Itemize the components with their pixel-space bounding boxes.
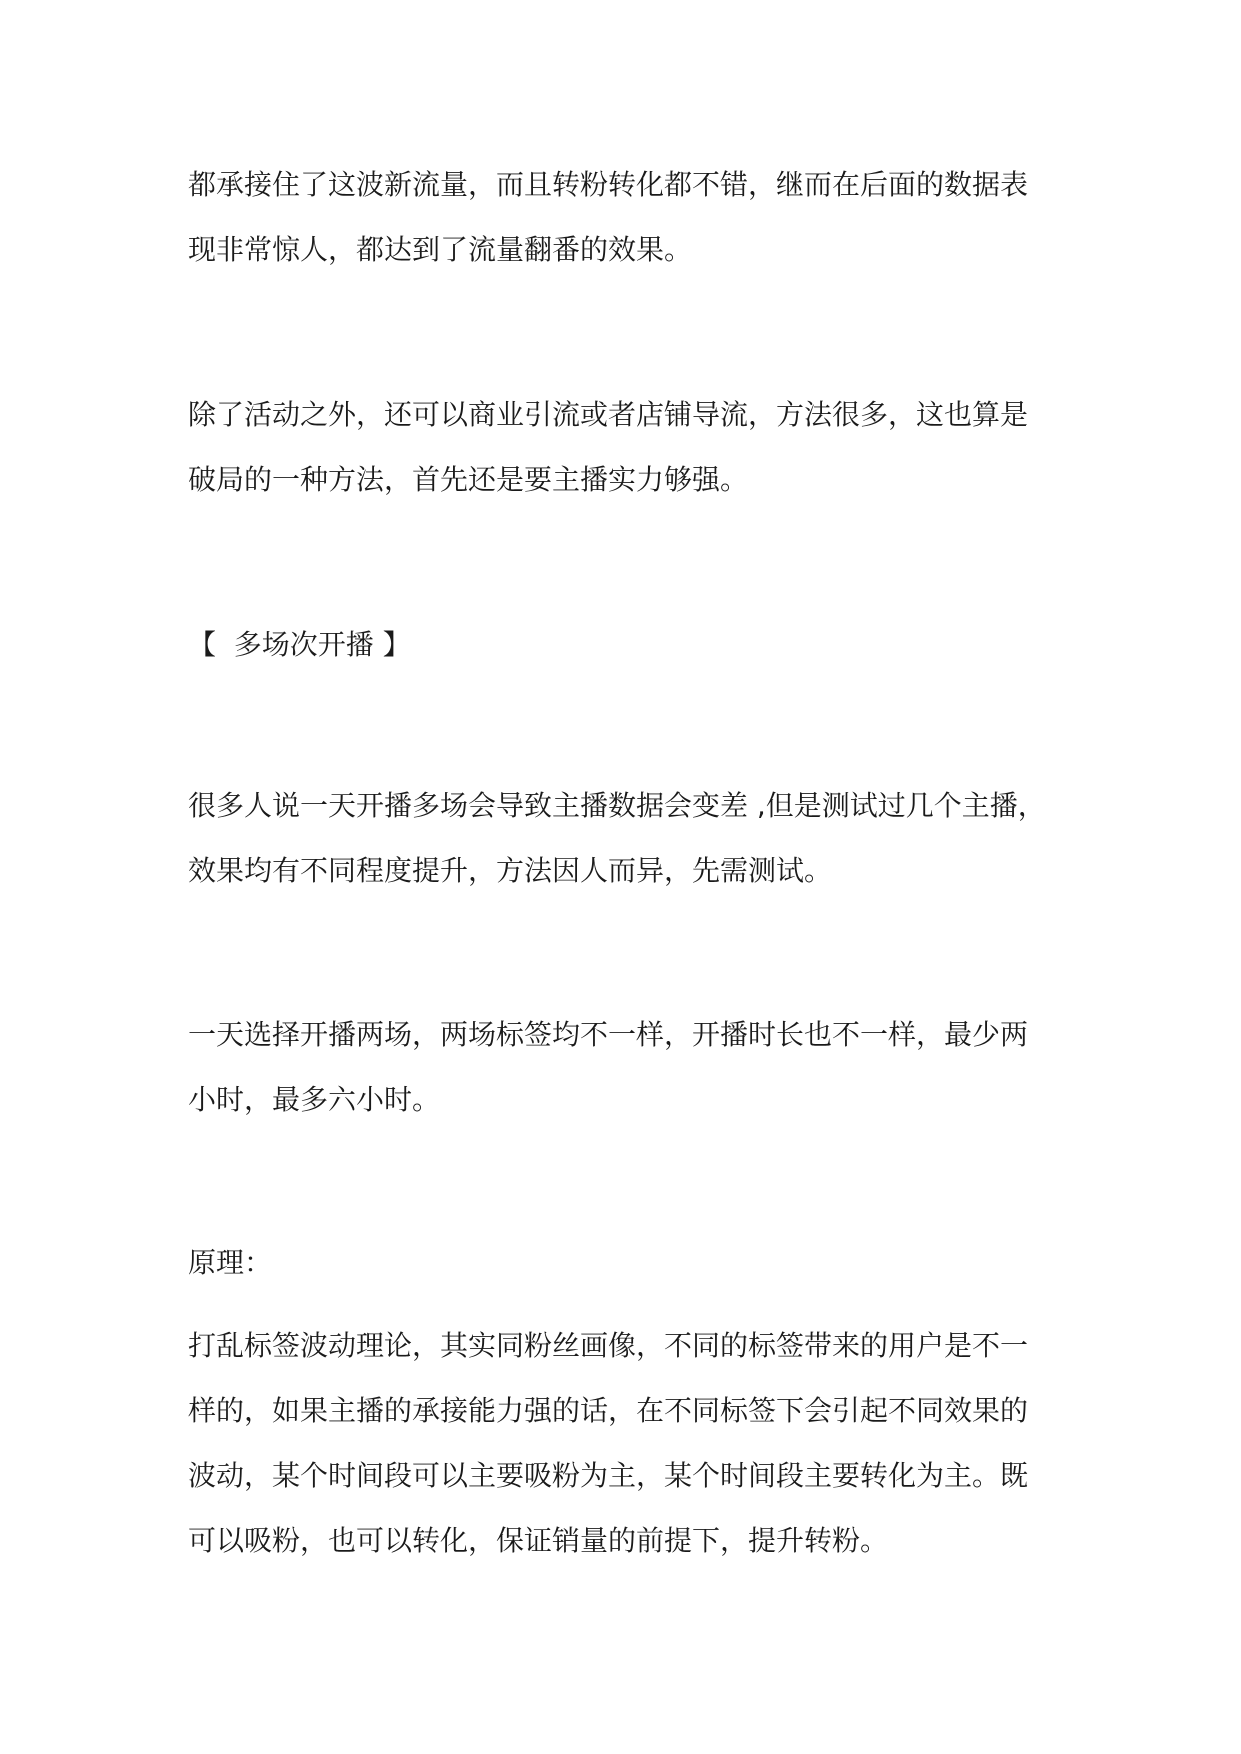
text-line: 样的，如果主播的承接能力强的话，在不同标签下会引起不同效果的 [188,1394,1029,1427]
paragraph-principle [188,1313,1088,1573]
paragraph-multi-session [188,773,1088,903]
label-text: 原理： [188,1246,273,1279]
heading-text: 【 多场次开播 】 [188,628,411,661]
text-line: 小时，最多六小时。 [188,1083,441,1116]
text-line: 破局的一种方法，首先还是要主播实力够强。 [188,463,749,496]
text-line: 波动，某个时间段可以主要吸粉为主，某个时间段主要转化为主。既 [188,1459,1029,1492]
text-line: 除了活动之外，还可以商业引流或者店铺导流，方法很多，这也算是 [188,398,1029,431]
text-line: 一天选择开播两场，两场标签均不一样，开播时长也不一样，最少两 [188,1018,1029,1051]
paragraph-two-sessions [188,1002,1088,1132]
paragraph-other-methods [188,382,1088,512]
text-line: 效果均有不同程度提升，方法因人而异，先需测试。 [188,854,833,887]
section-heading [188,612,1088,677]
text-line: 打乱标签波动理论，其实同粉丝画像，不同的标签带来的用户是不一 [188,1329,1029,1362]
principle-label [188,1230,1088,1295]
paragraph-traffic-result [188,152,1088,282]
text-line: 现非常惊人，都达到了流量翻番的效果。 [188,233,693,266]
text-line: 可以吸粉，也可以转化，保证销量的前提下，提升转粉。 [188,1524,889,1557]
text-line: 都承接住了这波新流量，而且转粉转化都不错，继而在后面的数据表 [188,168,1029,201]
text-line: 很多人说一天开播多场会导致主播数据会变差 ,但是测试过几个主播， [188,789,1046,822]
